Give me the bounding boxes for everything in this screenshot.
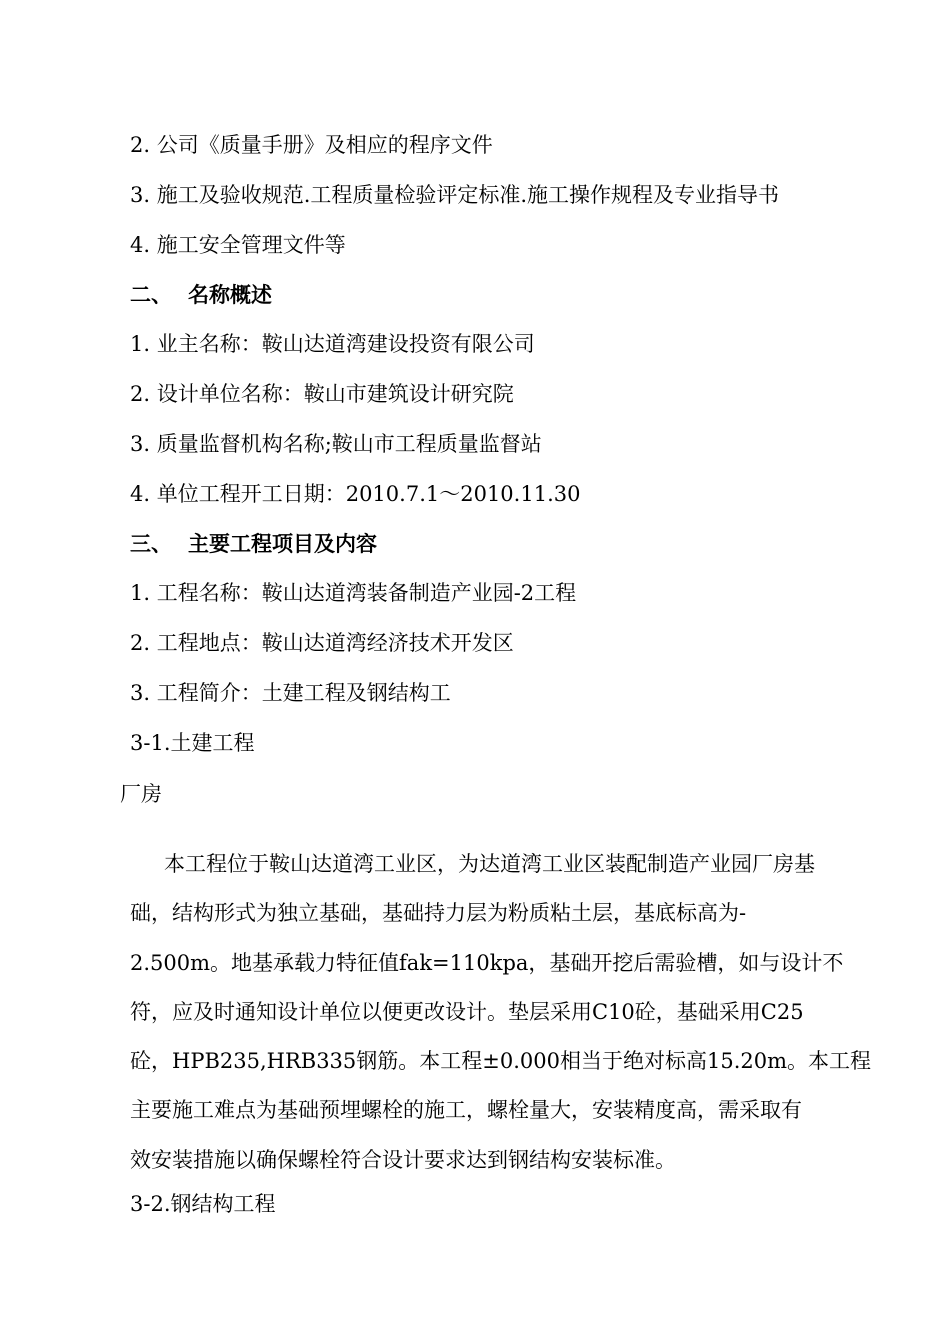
list-item: 3. 工程简介：土建工程及钢结构工 [130,681,451,705]
list-item: 4. 施工安全管理文件等 [130,233,346,257]
list-item: 3. 质量监督机构名称;鞍山市工程质量监督站 [130,432,542,456]
paragraph-line: 效安装措施以确保螺栓符合设计要求达到钢结构安装标准。 [130,1147,676,1172]
list-item: 2. 设计单位名称：鞍山市建筑设计研究院 [130,382,514,406]
list-item: 2. 公司《质量手册》及相应的程序文件 [130,133,493,157]
paragraph-line: 主要施工难点为基础预埋螺栓的施工，螺栓量大，安装精度高，需采取有 [130,1098,802,1123]
list-item: 1. 业主名称：鞍山达道湾建设投资有限公司 [130,332,535,356]
section-number: 三、 [130,532,172,556]
paragraph-line: 本工程位于鞍山达道湾工业区，为达道湾工业区装配制造产业园厂房基 [164,852,815,876]
section-title: 名称概述 [188,283,272,307]
body-paragraph [130,840,872,1185]
list-item: 4. 单位工程开工日期：2010.7.1～2010.11.30 [130,482,581,506]
section-heading [130,530,377,558]
paragraph-line: 础，结构形式为独立基础，基础持力层为粉质粘土层，基底标高为- [130,901,747,926]
list-item: 2. 工程地点：鞍山达道湾经济技术开发区 [130,631,514,655]
list-item: 3. 施工及验收规范.工程质量检验评定标准.施工操作规程及专业指导书 [130,183,780,207]
paragraph-line: 砼，HPB235,HRB335钢筋。本工程±0.000相当于绝对标高15.20m。本工程 [130,1049,872,1074]
subsection-label: 厂房 [120,782,162,806]
paragraph-line: 符，应及时通知设计单位以便更改设计。垫层采用C10砼，基础采用C25 [130,999,804,1024]
subsection-heading: 3-1.土建工程 [130,731,255,755]
list-item: 1. 工程名称：鞍山达道湾装备制造产业园-2工程 [130,581,577,605]
section-title: 主要工程项目及内容 [188,532,377,556]
section-number: 二、 [130,283,172,307]
paragraph-line: 2.500m。地基承载力特征值fak=110kpa，基础开挖后需验槽，如与设计不 [130,950,844,975]
section-heading [130,281,272,309]
subsection-heading: 3-2.钢结构工程 [130,1192,276,1216]
